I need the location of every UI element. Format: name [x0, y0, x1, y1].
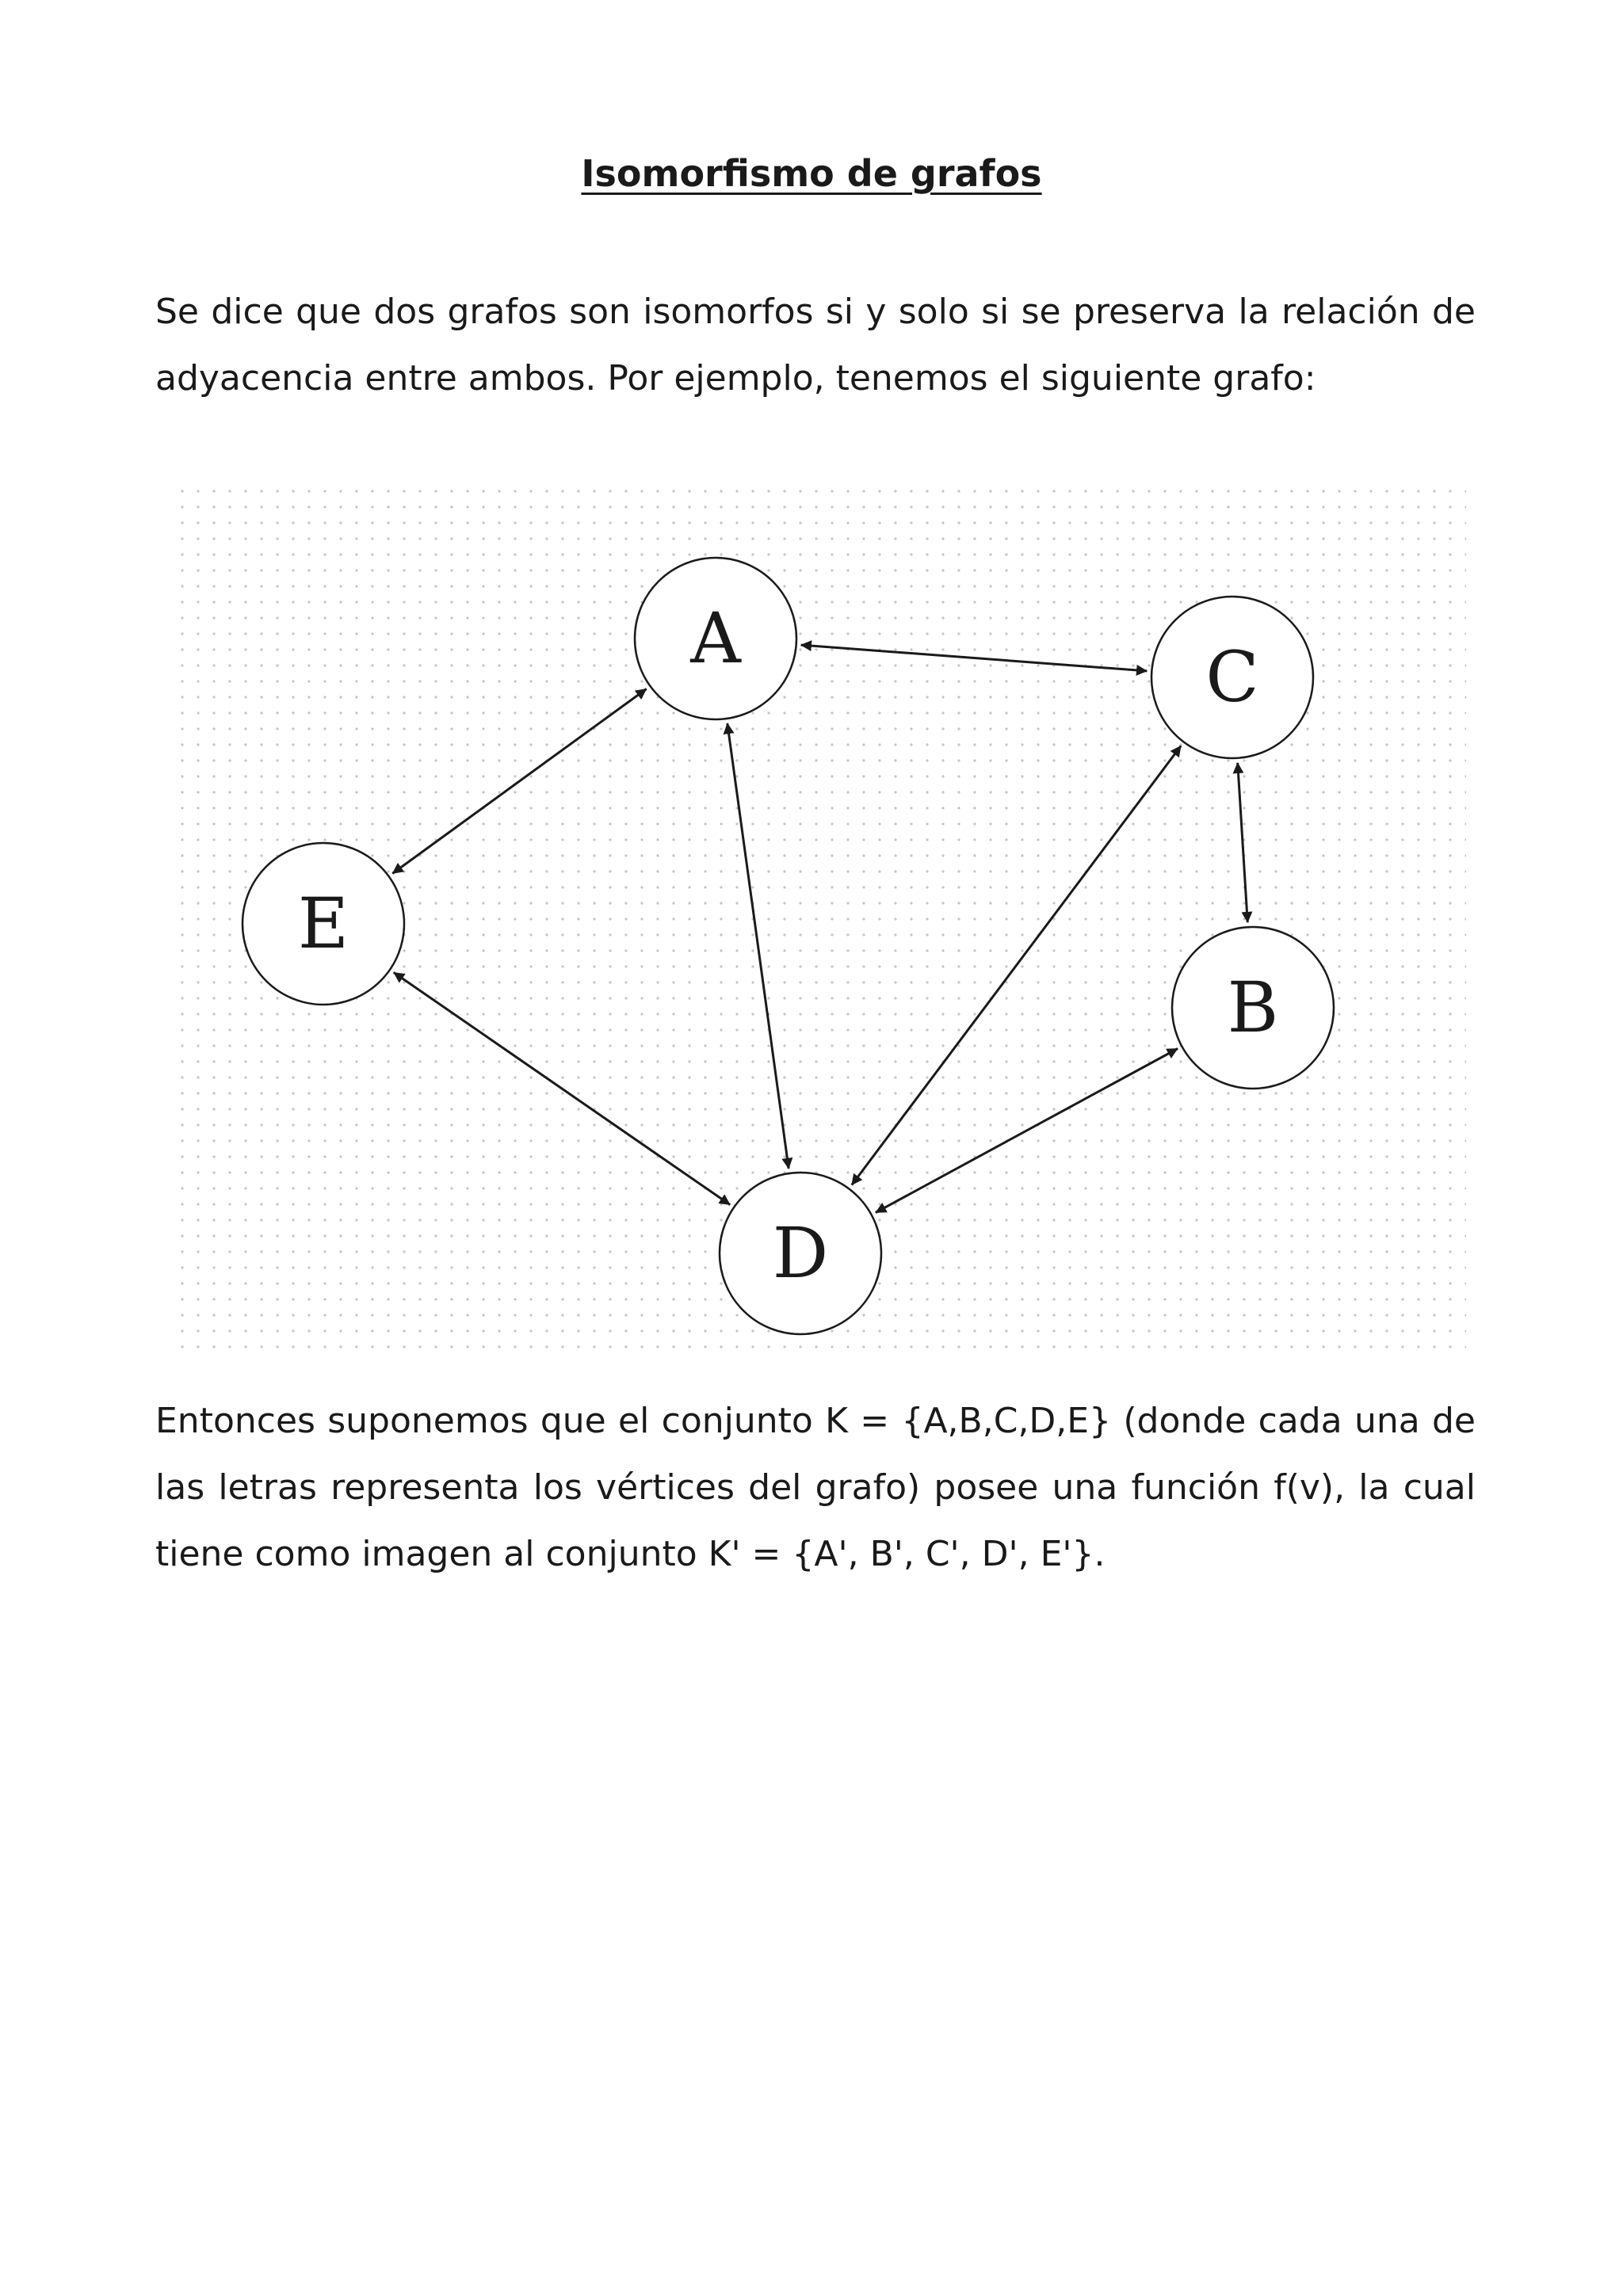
node-b [1172, 927, 1334, 1089]
node-label: A [690, 597, 741, 679]
explanation-paragraph: Entonces suponemos que el conjunto K = {A,B,C,D,E} (donde cada una de las letras representa los vértices del grafo) posee una función f(v), la cual tiene como imagen al conjunto K' = {A', B', C', D', E'}. [155, 1401, 1476, 1574]
node-label: E [297, 883, 349, 964]
node-label: C [1205, 636, 1259, 718]
node-d [720, 1173, 881, 1334]
node-label: D [772, 1212, 829, 1294]
node-c [1151, 597, 1313, 758]
node-e [242, 843, 404, 1005]
graph-figure [174, 483, 1466, 1355]
node-a [635, 558, 796, 719]
intro-paragraph: Se dice que dos grafos son isomorfos si y solo si se preserva la relación de adyacencia entre ambos. Por ejemplo, tenemos el siguiente grafo: [155, 292, 1476, 399]
page-title: Isomorfismo de grafos [581, 152, 1042, 195]
node-label: B [1227, 967, 1279, 1048]
